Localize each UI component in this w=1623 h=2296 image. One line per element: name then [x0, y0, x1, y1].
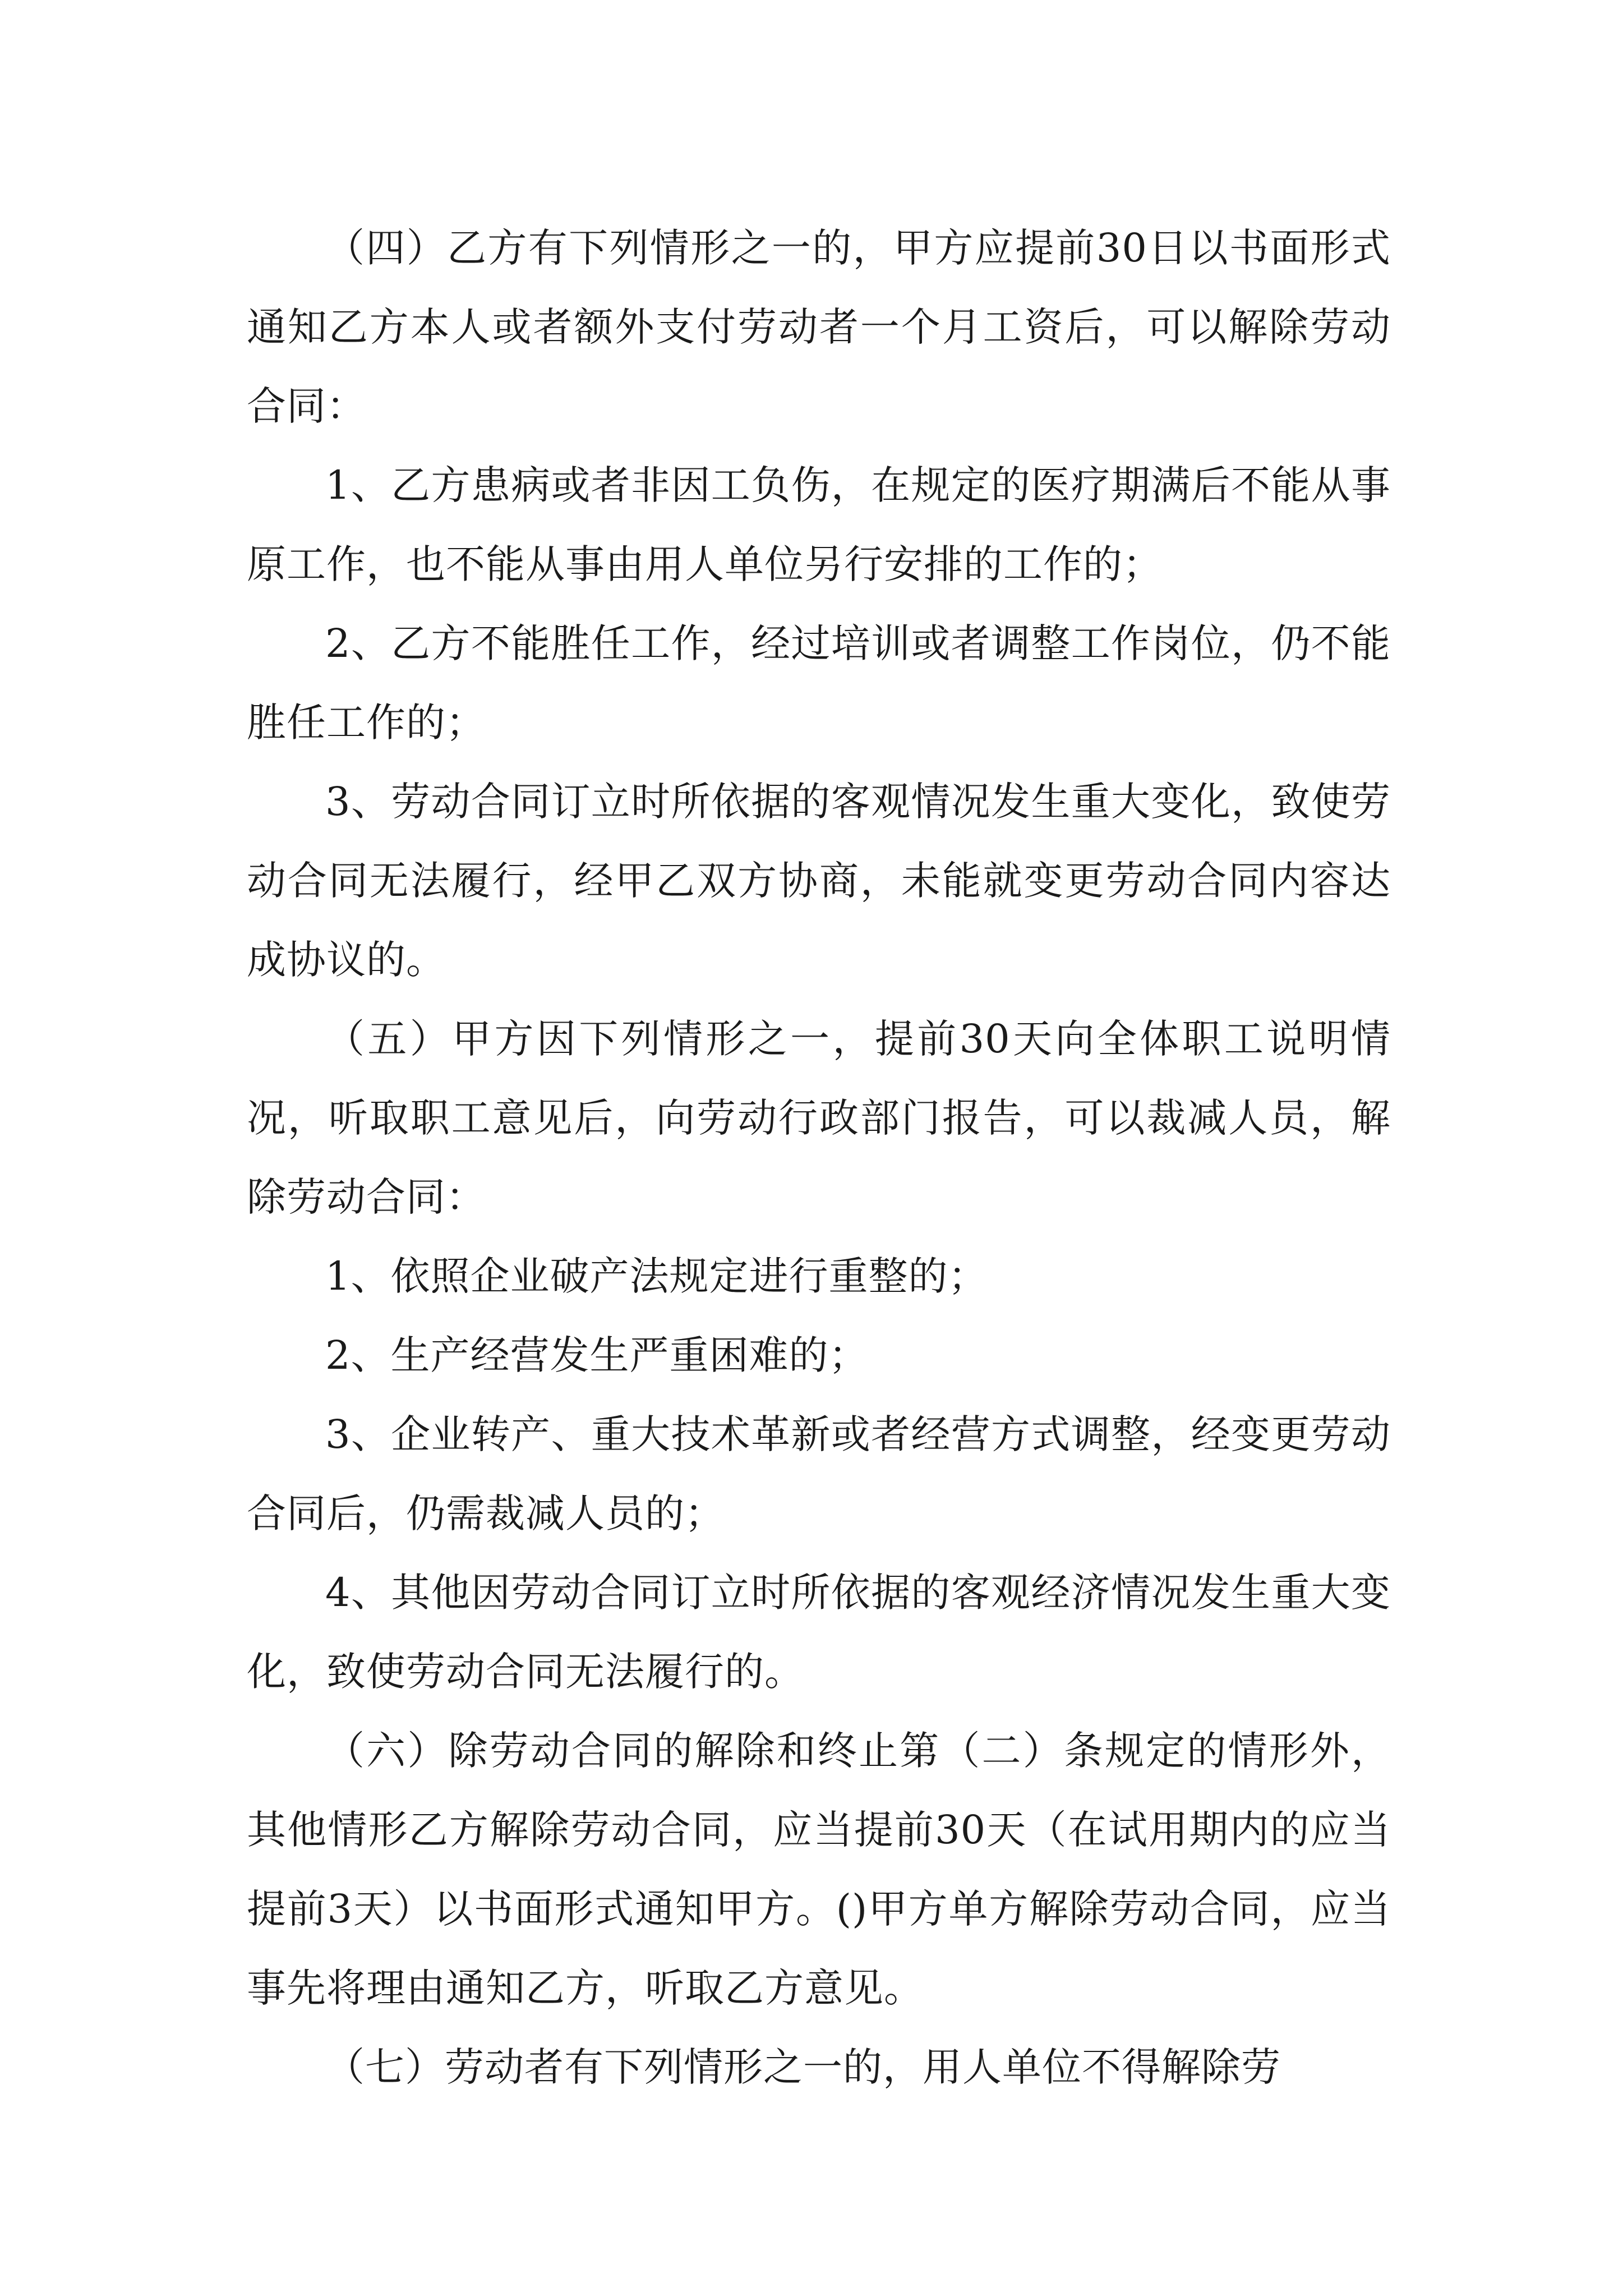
paragraph-clause-4-item-3: 3、劳动合同订立时所依据的客观情况发生重大变化，致使劳动合同无法履行，经甲乙双方协商，未能就变更劳动合同内容达成协议的。: [247, 779, 1391, 983]
paragraph-clause-5-item-3: 3、企业转产、重大技术革新或者经营方式调整，经变更劳动合同后，仍需裁减人员的；: [247, 1411, 1391, 1536]
paragraph-clause-5-item-1: 1、依照企业破产法规定进行重整的；: [325, 1253, 988, 1299]
paragraph-clause-5-item-4: 4、其他因劳动合同订立时所依据的客观经济情况发生重大变化，致使劳动合同无法履行的。: [247, 1570, 1391, 1695]
document-body: [247, 209, 1391, 2107]
paragraph-clause-5: （五）甲方因下列情形之一，提前30天向全体职工说明情况，听取职工意见后，向劳动行政部门报告，可以裁减人员，解除劳动合同：: [247, 1016, 1391, 1220]
paragraph-clause-4-item-1: 1、乙方患病或者非因工负伤，在规定的医疗期满后不能从事原工作，也不能从事由用人单位另行安排的工作的；: [247, 462, 1391, 587]
paragraph-clause-4-item-2: 2、乙方不能胜任工作，经过培训或者调整工作岗位，仍不能胜任工作的；: [247, 620, 1391, 746]
paragraph-clause-4: （四）乙方有下列情形之一的，甲方应提前30日以书面形式通知乙方本人或者额外支付劳动者一个月工资后，可以解除劳动合同：: [247, 225, 1391, 429]
paragraph-clause-5-item-2: 2、生产经营发生严重困难的；: [325, 1332, 869, 1378]
paragraph-clause-7: （七）劳动者有下列情形之一的，用人单位不得解除劳: [325, 2044, 1281, 2090]
paragraph-clause-6: （六）除劳动合同的解除和终止第（二）条规定的情形外，其他情形乙方解除劳动合同，应当提前30天（在试用期内的应当提前3天）以书面形式通知甲方。()甲方单方解除劳动合同，应当事先将理由通知乙方，听取乙方意见。: [247, 1728, 1391, 2011]
